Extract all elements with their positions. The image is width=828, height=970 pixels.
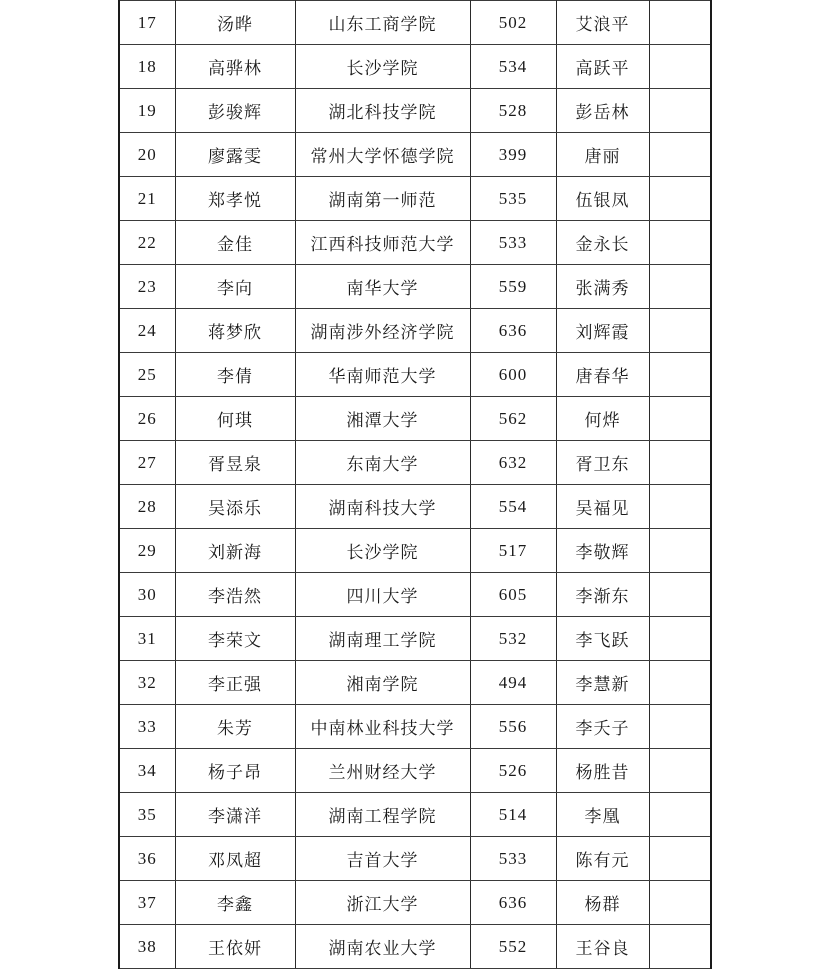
student-name-cell: 李浩然 <box>175 573 295 617</box>
contact-name-cell: 陈有元 <box>556 837 649 881</box>
row-number-cell: 34 <box>119 749 175 793</box>
table-row <box>119 353 711 397</box>
row-number-cell: 33 <box>119 705 175 749</box>
note-cell <box>649 177 711 221</box>
table-row <box>119 397 711 441</box>
note-cell <box>649 89 711 133</box>
score-cell: 517 <box>470 529 556 573</box>
note-cell <box>649 133 711 177</box>
table-row <box>119 573 711 617</box>
contact-name-cell: 李敬辉 <box>556 529 649 573</box>
roster-table <box>118 0 712 969</box>
table-row <box>119 749 711 793</box>
row-number-cell: 17 <box>119 1 175 45</box>
row-number-cell: 31 <box>119 617 175 661</box>
row-number-cell: 29 <box>119 529 175 573</box>
score-cell: 528 <box>470 89 556 133</box>
row-number-cell: 20 <box>119 133 175 177</box>
contact-name-cell: 胥卫东 <box>556 441 649 485</box>
score-cell: 636 <box>470 881 556 925</box>
student-name-cell: 郑孝悦 <box>175 177 295 221</box>
score-cell: 526 <box>470 749 556 793</box>
note-cell <box>649 397 711 441</box>
student-name-cell: 彭骏辉 <box>175 89 295 133</box>
note-cell <box>649 309 711 353</box>
note-cell <box>649 573 711 617</box>
school-cell: 江西科技师范大学 <box>295 221 470 265</box>
note-cell <box>649 1 711 45</box>
student-name-cell: 邓凤超 <box>175 837 295 881</box>
row-number-cell: 28 <box>119 485 175 529</box>
score-cell: 502 <box>470 1 556 45</box>
student-name-cell: 王依妍 <box>175 925 295 969</box>
table-row <box>119 441 711 485</box>
school-cell: 南华大学 <box>295 265 470 309</box>
table-row <box>119 925 711 969</box>
student-name-cell: 李荣文 <box>175 617 295 661</box>
contact-name-cell: 李飞跃 <box>556 617 649 661</box>
note-cell <box>649 837 711 881</box>
note-cell <box>649 529 711 573</box>
score-cell: 514 <box>470 793 556 837</box>
school-cell: 湘南学院 <box>295 661 470 705</box>
contact-name-cell: 何烨 <box>556 397 649 441</box>
table-row <box>119 309 711 353</box>
school-cell: 长沙学院 <box>295 529 470 573</box>
note-cell <box>649 265 711 309</box>
table-row <box>119 705 711 749</box>
contact-name-cell: 李凰 <box>556 793 649 837</box>
table-row <box>119 133 711 177</box>
row-number-cell: 36 <box>119 837 175 881</box>
table-row <box>119 265 711 309</box>
school-cell: 湖南农业大学 <box>295 925 470 969</box>
school-cell: 中南林业科技大学 <box>295 705 470 749</box>
note-cell <box>649 353 711 397</box>
note-cell <box>649 45 711 89</box>
score-cell: 533 <box>470 837 556 881</box>
row-number-cell: 32 <box>119 661 175 705</box>
school-cell: 四川大学 <box>295 573 470 617</box>
note-cell <box>649 925 711 969</box>
table-row <box>119 793 711 837</box>
school-cell: 湖南涉外经济学院 <box>295 309 470 353</box>
note-cell <box>649 617 711 661</box>
table-row <box>119 837 711 881</box>
table-row <box>119 661 711 705</box>
contact-name-cell: 艾浪平 <box>556 1 649 45</box>
score-cell: 399 <box>470 133 556 177</box>
contact-name-cell: 金永长 <box>556 221 649 265</box>
row-number-cell: 27 <box>119 441 175 485</box>
contact-name-cell: 刘辉霞 <box>556 309 649 353</box>
contact-name-cell: 李渐东 <box>556 573 649 617</box>
table-row <box>119 617 711 661</box>
contact-name-cell: 吴福见 <box>556 485 649 529</box>
row-number-cell: 23 <box>119 265 175 309</box>
student-name-cell: 李向 <box>175 265 295 309</box>
row-number-cell: 24 <box>119 309 175 353</box>
contact-name-cell: 李夭子 <box>556 705 649 749</box>
roster-table-container <box>118 0 710 969</box>
school-cell: 湘潭大学 <box>295 397 470 441</box>
school-cell: 湖南理工学院 <box>295 617 470 661</box>
score-cell: 552 <box>470 925 556 969</box>
score-cell: 605 <box>470 573 556 617</box>
school-cell: 湖北科技学院 <box>295 89 470 133</box>
score-cell: 535 <box>470 177 556 221</box>
note-cell <box>649 661 711 705</box>
student-name-cell: 蒋梦欣 <box>175 309 295 353</box>
student-name-cell: 高骅林 <box>175 45 295 89</box>
table-row <box>119 529 711 573</box>
row-number-cell: 18 <box>119 45 175 89</box>
student-name-cell: 胥昱泉 <box>175 441 295 485</box>
table-row <box>119 89 711 133</box>
student-name-cell: 李正强 <box>175 661 295 705</box>
roster-table-body <box>119 1 711 969</box>
row-number-cell: 30 <box>119 573 175 617</box>
score-cell: 554 <box>470 485 556 529</box>
contact-name-cell: 唐丽 <box>556 133 649 177</box>
contact-name-cell: 彭岳林 <box>556 89 649 133</box>
score-cell: 532 <box>470 617 556 661</box>
note-cell <box>649 749 711 793</box>
student-name-cell: 朱芳 <box>175 705 295 749</box>
table-row <box>119 221 711 265</box>
contact-name-cell: 伍银凤 <box>556 177 649 221</box>
score-cell: 600 <box>470 353 556 397</box>
school-cell: 常州大学怀德学院 <box>295 133 470 177</box>
student-name-cell: 李鑫 <box>175 881 295 925</box>
contact-name-cell: 王谷良 <box>556 925 649 969</box>
school-cell: 东南大学 <box>295 441 470 485</box>
score-cell: 562 <box>470 397 556 441</box>
table-row <box>119 881 711 925</box>
note-cell <box>649 441 711 485</box>
student-name-cell: 吴添乐 <box>175 485 295 529</box>
row-number-cell: 35 <box>119 793 175 837</box>
student-name-cell: 杨子昂 <box>175 749 295 793</box>
contact-name-cell: 张满秀 <box>556 265 649 309</box>
student-name-cell: 汤晔 <box>175 1 295 45</box>
student-name-cell: 刘新海 <box>175 529 295 573</box>
score-cell: 533 <box>470 221 556 265</box>
row-number-cell: 22 <box>119 221 175 265</box>
score-cell: 632 <box>470 441 556 485</box>
school-cell: 浙江大学 <box>295 881 470 925</box>
table-row <box>119 1 711 45</box>
contact-name-cell: 杨群 <box>556 881 649 925</box>
school-cell: 山东工商学院 <box>295 1 470 45</box>
school-cell: 湖南第一师范 <box>295 177 470 221</box>
student-name-cell: 李倩 <box>175 353 295 397</box>
score-cell: 556 <box>470 705 556 749</box>
score-cell: 559 <box>470 265 556 309</box>
score-cell: 534 <box>470 45 556 89</box>
score-cell: 494 <box>470 661 556 705</box>
row-number-cell: 38 <box>119 925 175 969</box>
row-number-cell: 26 <box>119 397 175 441</box>
school-cell: 长沙学院 <box>295 45 470 89</box>
student-name-cell: 何琪 <box>175 397 295 441</box>
contact-name-cell: 杨胜昔 <box>556 749 649 793</box>
note-cell <box>649 705 711 749</box>
school-cell: 华南师范大学 <box>295 353 470 397</box>
row-number-cell: 19 <box>119 89 175 133</box>
table-row <box>119 177 711 221</box>
school-cell: 兰州财经大学 <box>295 749 470 793</box>
contact-name-cell: 高跃平 <box>556 45 649 89</box>
note-cell <box>649 793 711 837</box>
note-cell <box>649 221 711 265</box>
student-name-cell: 廖露雯 <box>175 133 295 177</box>
table-row <box>119 485 711 529</box>
contact-name-cell: 李慧新 <box>556 661 649 705</box>
row-number-cell: 25 <box>119 353 175 397</box>
table-row <box>119 45 711 89</box>
note-cell <box>649 485 711 529</box>
note-cell <box>649 881 711 925</box>
student-name-cell: 金佳 <box>175 221 295 265</box>
school-cell: 湖南科技大学 <box>295 485 470 529</box>
score-cell: 636 <box>470 309 556 353</box>
row-number-cell: 37 <box>119 881 175 925</box>
row-number-cell: 21 <box>119 177 175 221</box>
school-cell: 湖南工程学院 <box>295 793 470 837</box>
contact-name-cell: 唐春华 <box>556 353 649 397</box>
school-cell: 吉首大学 <box>295 837 470 881</box>
student-name-cell: 李潇洋 <box>175 793 295 837</box>
